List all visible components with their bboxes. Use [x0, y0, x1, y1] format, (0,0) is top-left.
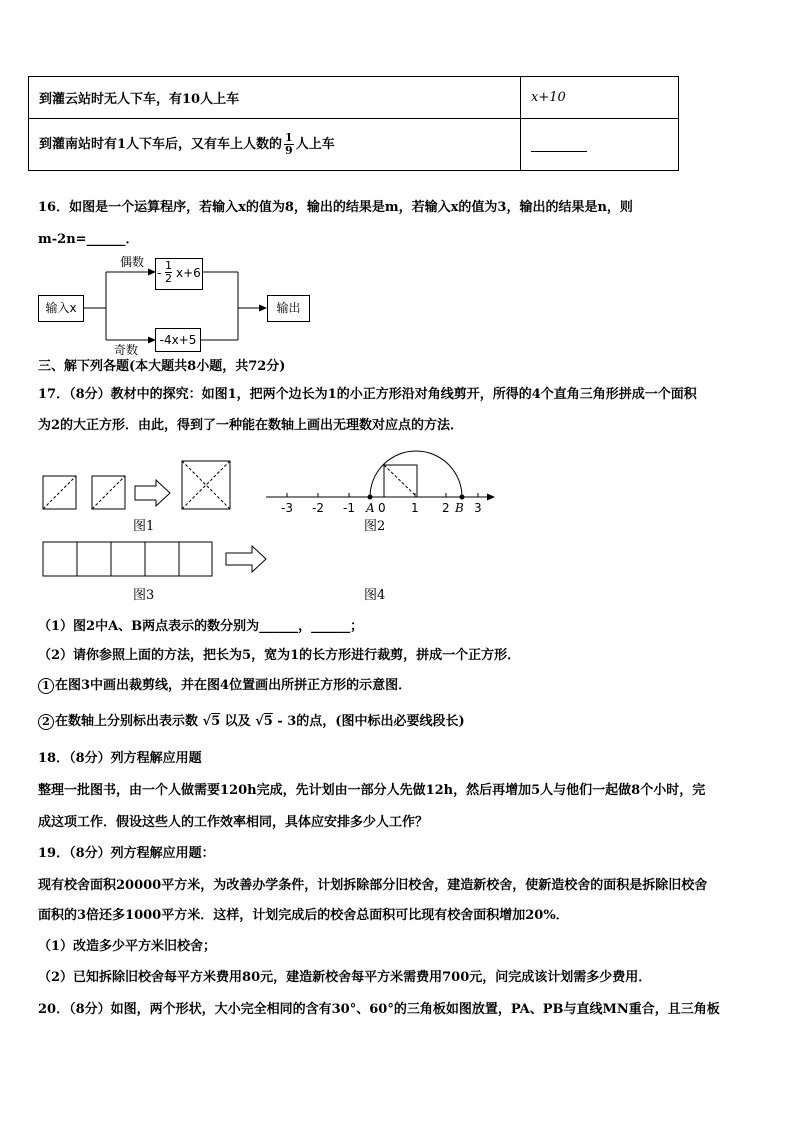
- tick-label: 3: [474, 501, 482, 515]
- sqrt-expression: √5: [202, 714, 221, 729]
- q17-item2-mid: 以及: [224, 714, 251, 729]
- q19-sub2: （2）已知拆除旧校舍每平方米费用80元，建造新校舍每平方米需费用700元，问完成该计划需多少费用．: [38, 970, 652, 985]
- odd-expression-box: -4x+5: [155, 328, 201, 352]
- figure-caption: 图1: [133, 519, 155, 534]
- tick-label-b: B: [455, 501, 464, 515]
- radicand: 5: [211, 714, 221, 729]
- q19-line1: 现有校舍面积20000平方米，为改善办学条件，计划拆除部分旧校舍，建造新校舍，使新造校舍的面积是拆除旧校舍: [38, 878, 708, 893]
- q17-sub1: （1）图2中A、B两点表示的数分别为______，______；: [38, 619, 364, 634]
- axis-arrowhead: [487, 494, 495, 501]
- tick-label: 0: [378, 501, 386, 515]
- even-expression-box: [155, 258, 203, 290]
- table-cell-text: 到灌云站时无人下车，有10人上车: [29, 77, 521, 119]
- circled-number: 2: [38, 714, 54, 730]
- q20-line1: 20．（8分）如图，两个形状，大小完全相同的含有30°、60°的三角板如图放置，PA、PB与直线MN重合，且三角板: [38, 1002, 720, 1017]
- even-label: 偶数: [120, 255, 145, 269]
- arrow-shape: [135, 480, 170, 506]
- q18-title: 18．（8分）列方程解应用题: [38, 751, 202, 766]
- output-box: 输出: [267, 295, 310, 322]
- tick-label: 2: [442, 501, 450, 515]
- point-b: [460, 495, 465, 500]
- figure-caption: 图4: [364, 588, 386, 603]
- q19-sub1: （1）改造多少平方米旧校舍；: [38, 939, 217, 954]
- row2-text-after: 人上车: [295, 137, 335, 152]
- figure-caption: 图3: [133, 588, 155, 603]
- input-box: 输入x: [38, 295, 84, 322]
- q17-line2: 为2的大正方形．由此，得到了一种能在数轴上画出无理数对应点的方法．: [38, 418, 464, 433]
- fraction-numerator: 1: [285, 131, 293, 144]
- circled-number: 1: [38, 678, 54, 694]
- long-rectangle: [43, 542, 212, 576]
- table-cell-value: x+10: [521, 77, 679, 119]
- sqrt-expression: √5: [255, 714, 273, 729]
- flow-diagram-lines: [0, 0, 794, 400]
- q17-figures: [0, 440, 794, 610]
- q17-item2: [38, 713, 465, 731]
- fraction-denominator: 9: [285, 144, 293, 157]
- point-a: [368, 495, 373, 500]
- arrow-shape: [226, 546, 266, 572]
- row2-text-before: 到灌南站时有1人下车后，又有车上人数的: [39, 137, 283, 152]
- q17-sub2: （2）请你参照上面的方法，把长为5，宽为1的长方形进行裁剪，拼成一个正方形．: [38, 648, 521, 663]
- even-expr-fraction: [165, 260, 172, 285]
- q19-line2: 面积的3倍还多1000平方米．这样，计划完成后的校舍总面积可比现有校舍面积增加20%．: [38, 908, 569, 923]
- figure-caption: 图2: [364, 519, 386, 534]
- tick-label: -2: [312, 501, 324, 515]
- tick-label-a: A: [366, 501, 375, 515]
- q19-title: 19．（8分）列方程解应用题：: [38, 846, 215, 861]
- odd-label: 奇数: [114, 343, 139, 357]
- tick-label: -1: [343, 501, 355, 515]
- q17-line1: 17．（8分）教材中的探究：如图1，把两个边长为1的小正方形沿对角线剪开，所得的4个直角三角形拼成一个面积: [38, 387, 697, 402]
- q16-line1: 16．如图是一个运算程序，若输入x的值为8，输出的结果是m，若输入x的值为3，输出的结果是n，则: [38, 200, 633, 215]
- section-heading: 三、解下列各题(本大题共8小题，共72分): [38, 359, 286, 374]
- q18-line2: 成这项工作．假设这些人的工作效率相同，具体应安排多少人工作？: [38, 815, 429, 830]
- fraction-denominator: 2: [165, 272, 172, 285]
- even-expr-sign: -: [157, 266, 162, 280]
- diagonal-cut: [92, 476, 125, 509]
- q16-line2: m-2n=______．: [38, 232, 139, 247]
- q17-item1: [38, 677, 411, 695]
- diagonal-cut: [43, 476, 76, 509]
- q17-item1-text: 在图3中画出裁剪线，并在图4位置画出所拼正方形的示意图．: [55, 678, 412, 693]
- q17-item2-before: 在数轴上分别标出表示数: [55, 714, 199, 729]
- fraction-numerator: 1: [165, 259, 172, 272]
- tick-label: -3: [281, 501, 293, 515]
- tick-label: 1: [411, 501, 419, 515]
- radicand: 5: [263, 714, 273, 729]
- q17-item2-after: - 3的点，(图中标出必要线段长): [277, 714, 465, 729]
- q18-line1: 整理一批图书，由一个人做需要120h完成，先计划由一部分人先做12h，然后再增加5人与他们一起做8个小时，完: [38, 783, 706, 798]
- even-expr-rest: x+6: [176, 266, 201, 280]
